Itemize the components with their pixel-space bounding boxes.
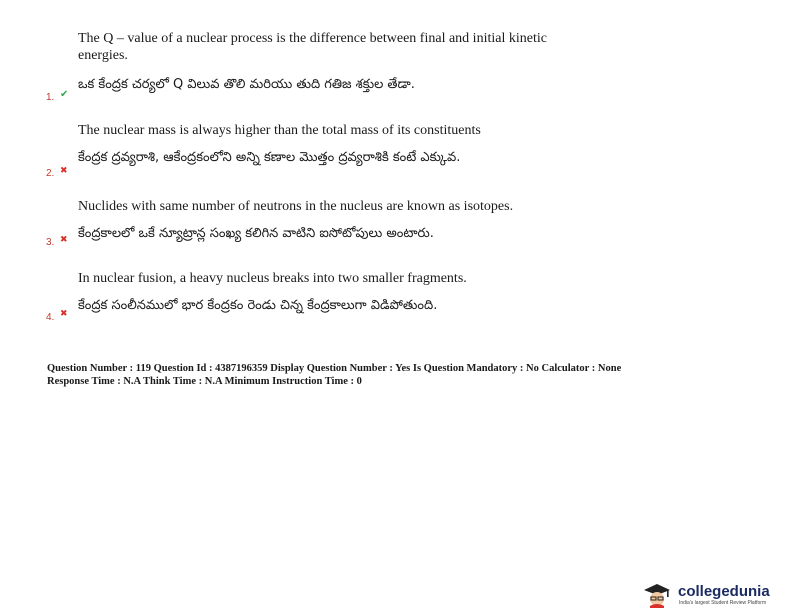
cross-icon: ✖ — [60, 235, 68, 245]
option-1-english-line-2: energies. — [78, 48, 128, 63]
question-meta-line-2: Response Time : N.A Think Time : N.A Minimum Instruction Time : 0 — [47, 376, 362, 387]
option-2-number: 2. — [46, 168, 55, 179]
check-icon: ✔ — [60, 89, 69, 100]
option-1-number: 1. — [46, 92, 55, 103]
logo-wordmark: collegedunia — [678, 583, 770, 600]
option-1-english-line-1: The Q – value of a nuclear process is the difference between final and initial kinetic — [78, 31, 547, 46]
option-4-telugu: కేంద్రక సంలీనములో భార కేంద్రకం రెండు చిన్న కేంద్రకాలుగా విడిపోతుంది. — [78, 298, 438, 313]
cross-icon: ✖ — [60, 166, 68, 176]
cross-icon: ✖ — [60, 309, 68, 319]
graduate-cap-icon — [642, 582, 672, 608]
question-meta-line-1: Question Number : 119 Question Id : 4387196359 Display Question Number : Yes Is Question Mandatory : No Calculator : None — [47, 363, 622, 374]
option-3-telugu: కేంద్రకాలలో ఒకే న్యూట్రాన్ల సంఖ్య కలిగిన వాటిని ఐసోటోపులు అంటారు. — [78, 226, 434, 241]
option-2-english: The nuclear mass is always higher than the total mass of its constituents — [78, 123, 481, 138]
option-4-number: 4. — [46, 312, 55, 323]
option-3-english: Nuclides with same number of neutrons in the nucleus are known as isotopes. — [78, 199, 514, 214]
option-3-number: 3. — [46, 237, 55, 248]
option-2-telugu: కేంద్రక ద్రవ్యరాశి, ఆకేంద్రకంలోని అన్ని కణాల మొత్తం ద్రవ్యరాశికి కంటే ఎక్కువ. — [78, 150, 461, 165]
option-4-english: In nuclear fusion, a heavy nucleus breaks into two smaller fragments. — [78, 271, 467, 286]
option-1-telugu: ఒక కేంద్రక చర్యలో Q విలువ తొలి మరియు తుది గతిజ శక్తుల తేడా. — [78, 77, 415, 92]
logo-tagline: India's largest Student Review Platform — [679, 600, 767, 606]
